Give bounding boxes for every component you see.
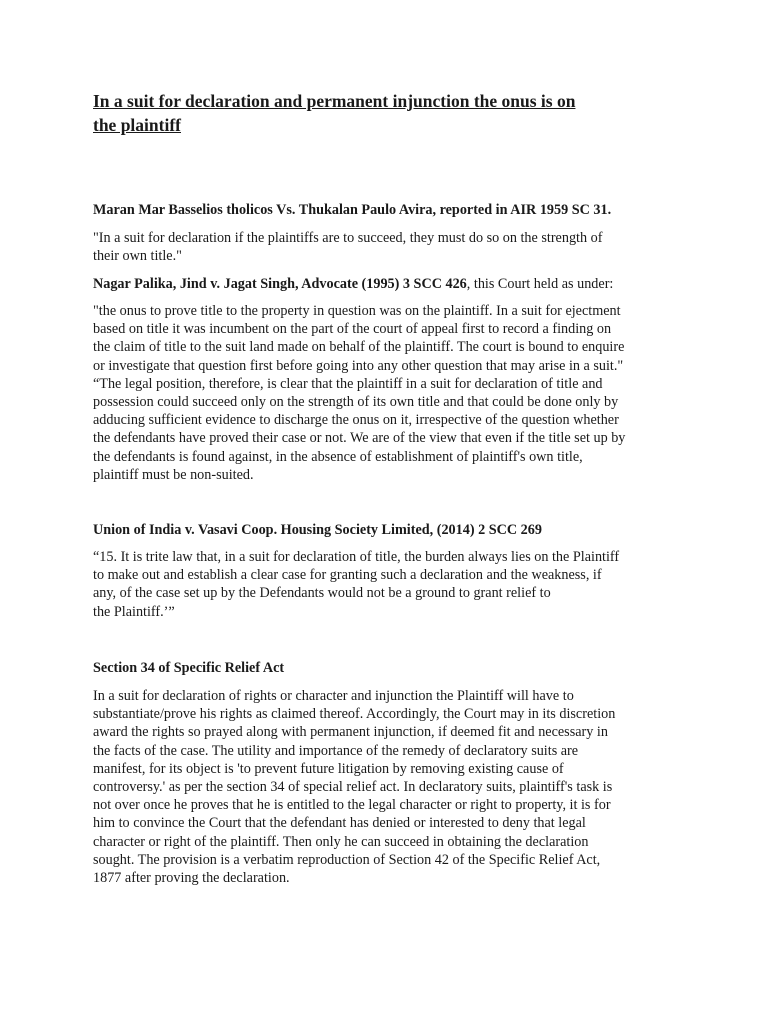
quote-line: "In a suit for declaration if the plaintiffs are to succeed, they must do so on the strength of [93, 230, 603, 246]
body-line: manifest, for its object is 'to prevent future litigation by removing existing cause of [93, 760, 564, 777]
case3-quote [93, 548, 683, 621]
quote-line: any, of the case set up by the Defendants would not be a ground to grant relief to [93, 585, 551, 602]
case2-quote [93, 302, 683, 484]
document-title [93, 89, 693, 137]
quote-line: or investigate that question first before going into any other question that may arise in a suit." [93, 357, 624, 374]
title-line: the plaintiff [93, 115, 181, 135]
case1-quote [93, 229, 683, 265]
quote-line: to make out and establish a clear case for granting such a declaration and the weakness, if [93, 567, 602, 584]
case1-heading: Maran Mar Basselios tholicos Vs. Thukalan Paulo Avira, reported in AIR 1959 SC 31. [93, 202, 612, 218]
quote-line: “15. It is trite law that, in a suit for declaration of title, the burden always lies on the Plaintiff [93, 549, 620, 565]
body-line: the facts of the case. The utility and importance of the remedy of declaratory suits are [93, 742, 579, 759]
quote-line: the Plaintiff.’” [93, 603, 175, 620]
quote-line: the defendants have proved their case or not. We are of the view that even if the title set up by [93, 430, 626, 447]
section34-body [93, 687, 683, 887]
case2-citation: Nagar Palika, Jind v. Jagat Singh, Advocate (1995) 3 SCC 426 [93, 276, 467, 292]
body-line: award the rights so prayed along with permanent injunction, if deemed fit and necessary in [93, 724, 608, 741]
body-line: substantiate/prove his rights as claimed thereof. Accordingly, the Court may in its discretion [93, 706, 616, 723]
quote-line: “The legal position, therefore, is clear that the plaintiff in a suit for declaration of title and [93, 375, 603, 392]
body-line: 1877 after proving the declaration. [93, 870, 290, 887]
quote-line: adducing sufficient evidence to discharge the onus on it, irrespective of the question whether [93, 412, 619, 429]
quote-line: their own title." [93, 248, 182, 265]
quote-line: possession could succeed only on the strength of its own title and that could be done only by [93, 394, 619, 411]
title-line: In a suit for declaration and permanent injunction the onus is on [93, 91, 576, 111]
body-line: sought. The provision is a verbatim reproduction of Section 42 of the Specific Relief Act, [93, 851, 601, 868]
section34-heading: Section 34 of Specific Relief Act [93, 660, 285, 676]
case2-intro [93, 275, 683, 293]
body-line: In a suit for declaration of rights or character and injunction the Plaintiff will have to [93, 688, 574, 704]
case3-heading: Union of India v. Vasavi Coop. Housing Society Limited, (2014) 2 SCC 269 [93, 522, 542, 538]
quote-line: "the onus to prove title to the property in question was on the plaintiff. In a suit for ejectment [93, 303, 621, 319]
body-line: controversy.' as per the section 34 of special relief act. In declaratory suits, plaintiff's task is [93, 779, 613, 796]
body-line: not over once he proves that he is entitled to the legal character or right to property, it is for [93, 797, 611, 814]
body-line: him to convince the Court that the defendant has denied or interested to deny that legal [93, 815, 586, 832]
case2-intro-text: , this Court held as under: [466, 276, 614, 292]
quote-line: the claim of title to the suit land made on behalf of the plaintiff. The court is bound to enquire [93, 339, 625, 356]
quote-line: plaintiff must be non-suited. [93, 466, 254, 483]
quote-line: the defendants is found against, in the absence of establishment of plaintiff's own title, [93, 448, 583, 465]
quote-line: based on title it was incumbent on the part of the court of appeal first to record a finding on [93, 321, 612, 338]
body-line: character or right of the plaintiff. Then only he can succeed in obtaining the declaration [93, 833, 589, 850]
